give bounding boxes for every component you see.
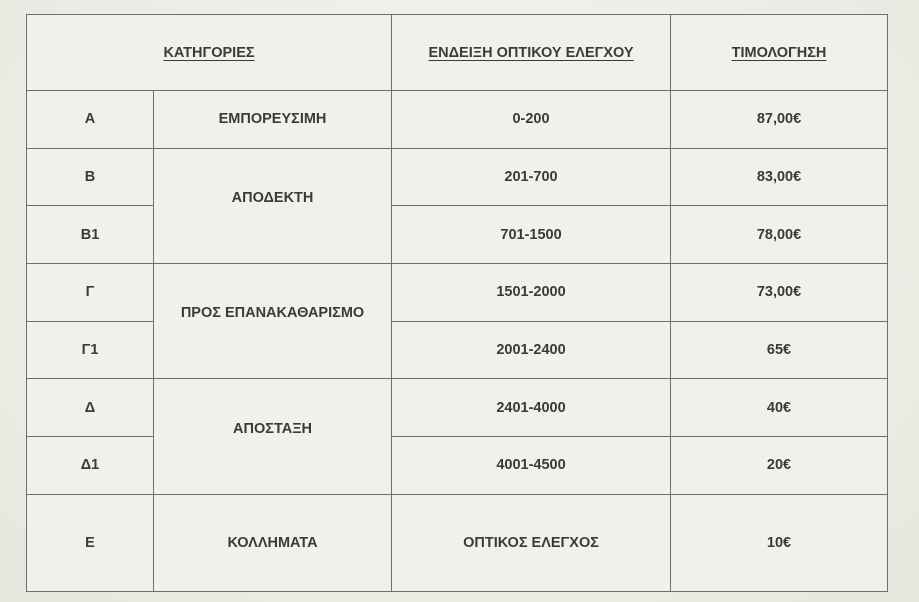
header-indication: ΕΝΔΕΙΞΗ ΟΠΤΙΚΟΥ ΕΛΕΓΧΟΥ xyxy=(392,15,671,91)
cell-range: 2401-4000 xyxy=(392,379,671,437)
header-pricing: ΤΙΜΟΛΟΓΗΣΗ xyxy=(671,15,888,91)
pricing-table xyxy=(26,14,888,592)
cell-range: 0-200 xyxy=(392,91,671,149)
cell-price: 65€ xyxy=(671,321,888,379)
cell-price: 10€ xyxy=(671,494,888,591)
cell-range: 4001-4500 xyxy=(392,437,671,495)
cell-code: Δ xyxy=(27,379,154,437)
cell-category: ΠΡΟΣ ΕΠΑΝΑΚΑΘΑΡΙΣΜΟ xyxy=(154,264,392,379)
cell-range: 701-1500 xyxy=(392,206,671,264)
table-row xyxy=(27,379,888,437)
cell-category: ΚΟΛΛΗΜΑΤΑ xyxy=(154,494,392,591)
table-row xyxy=(27,264,888,322)
cell-range: ΟΠΤΙΚΟΣ ΕΛΕΓΧΟΣ xyxy=(392,494,671,591)
table-header-row xyxy=(27,15,888,91)
cell-price: 20€ xyxy=(671,437,888,495)
table-row xyxy=(27,91,888,149)
cell-range: 201-700 xyxy=(392,148,671,206)
cell-code: Α xyxy=(27,91,154,149)
cell-category: ΕΜΠΟΡΕΥΣΙΜΗ xyxy=(154,91,392,149)
cell-code: Ε xyxy=(27,494,154,591)
cell-price: 78,00€ xyxy=(671,206,888,264)
cell-category: ΑΠΟΔΕΚΤΗ xyxy=(154,148,392,263)
header-categories: ΚΑΤΗΓΟΡΙΕΣ xyxy=(27,15,392,91)
cell-range: 2001-2400 xyxy=(392,321,671,379)
cell-code: Γ xyxy=(27,264,154,322)
cell-category: ΑΠΟΣΤΑΞΗ xyxy=(154,379,392,494)
table-row xyxy=(27,148,888,206)
cell-price: 73,00€ xyxy=(671,264,888,322)
cell-code: Δ1 xyxy=(27,437,154,495)
cell-code: Β1 xyxy=(27,206,154,264)
cell-price: 87,00€ xyxy=(671,91,888,149)
cell-code: Γ1 xyxy=(27,321,154,379)
cell-price: 83,00€ xyxy=(671,148,888,206)
cell-code: Β xyxy=(27,148,154,206)
cell-price: 40€ xyxy=(671,379,888,437)
table-row xyxy=(27,494,888,591)
cell-range: 1501-2000 xyxy=(392,264,671,322)
